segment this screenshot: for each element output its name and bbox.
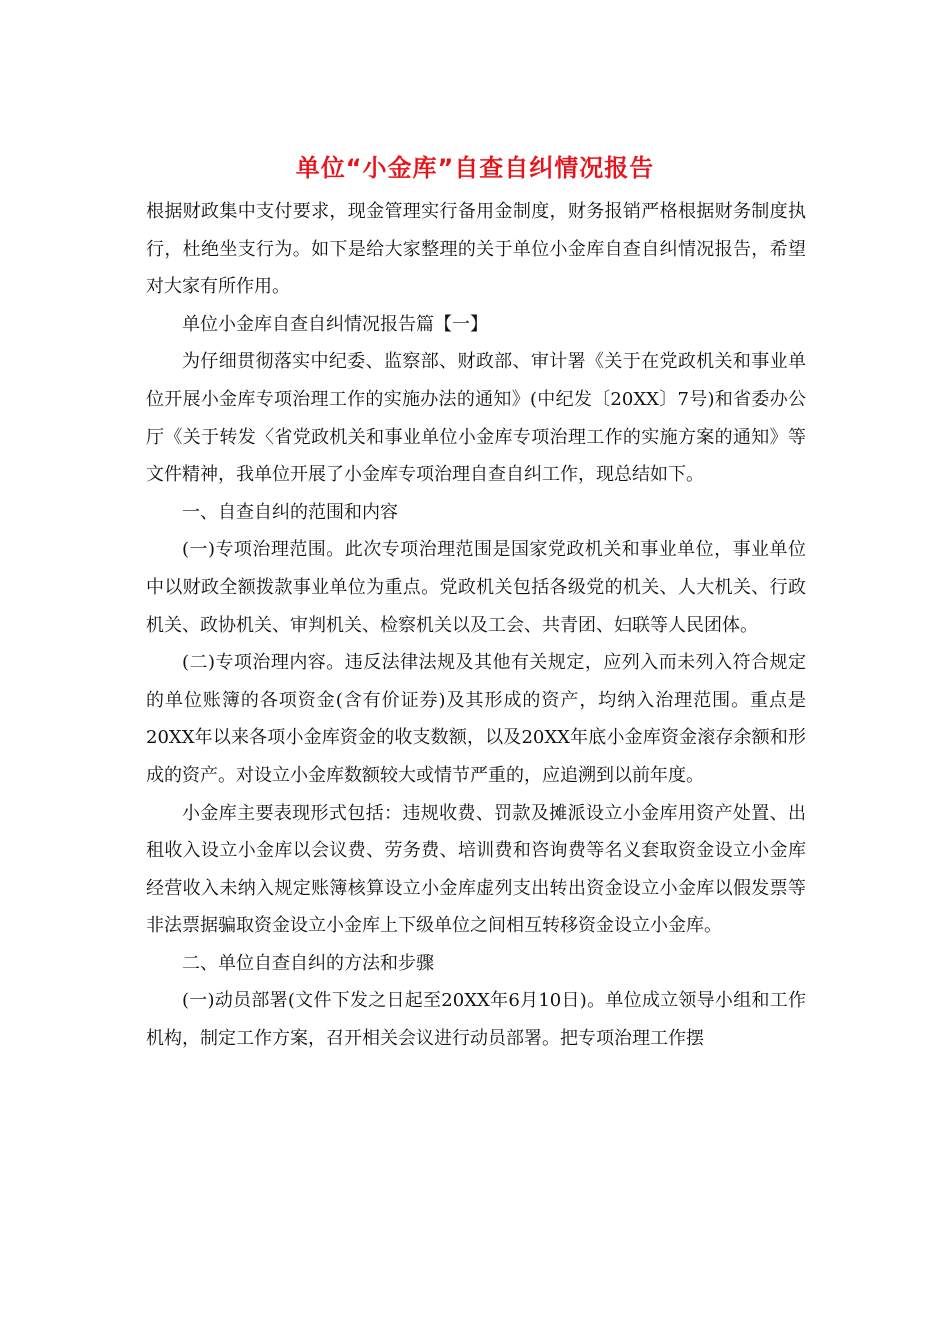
section-heading-scope: 一、自查自纠的范围和内容 bbox=[182, 501, 398, 523]
paragraph-content: (二)专项治理内容。违反法律法规及其他有关规定，应列入而未列入符合规定的单位账簿的各项资金(含有价证券)及其形成的资产，均纳入治理范围。重点是20XX年以来各项小金库资金的收支数额，以及20XX年底小金库资金滚存余额和形成的资产。对设立小金库数额较大或情节严重的，应追溯到以前年度。 bbox=[146, 652, 806, 786]
paragraph-intro: 根据财政集中支付要求，现金管理实行备用金制度，财务报销严格根据财务制度执行，杜绝坐支行为。如下是给大家整理的关于单位小金库自查自纠情况报告，希望对大家有所作用。 bbox=[146, 201, 806, 298]
paragraph-mobilization: (一)动员部署(文件下发之日起至20XX年6月10日)。单位成立领导小组和工作机构，制定工作方案，召开相关会议进行动员部署。把专项治理工作摆 bbox=[146, 990, 806, 1050]
paragraph-scope: (一)专项治理范围。此次专项治理范围是国家党政机关和事业单位，事业单位中以财政全额拨款事业单位为重点。党政机关包括各级党的机关、人大机关、行政机关、政协机关、审判机关、检察机关以及工会、共青团、妇联等人民团体。 bbox=[146, 539, 806, 636]
paragraph-background: 为仔细贯彻落实中纪委、监察部、财政部、审计署《关于在党政机关和事业单位开展小金库专项治理工作的实施办法的通知》(中纪发〔20XX〕7号)和省委办公厅《关于转发〈省党政机关和事业单位小金库专项治理工作的实施方案的通知》等文件精神，我单位开展了小金库专项治理自查自纠工作，现总结如下。 bbox=[146, 351, 806, 486]
document-body bbox=[146, 193, 806, 1058]
section-heading-methods: 二、单位自查自纠的方法和步骤 bbox=[182, 952, 434, 974]
section-heading-part-one: 单位小金库自查自纠情况报告篇【一】 bbox=[182, 313, 488, 335]
document-title: 单位“小金库”自查自纠情况报告 bbox=[295, 154, 655, 182]
paragraph-forms: 小金库主要表现形式包括：违规收费、罚款及摊派设立小金库用资产处置、出租收入设立小金库以会议费、劳务费、培训费和咨询费等名义套取资金设立小金库经营收入未纳入规定账簿核算设立小金库虚列支出转出资金设立小金库以假发票等非法票据骗取资金设立小金库上下级单位之间相互转移资金设立小金库。 bbox=[146, 802, 806, 937]
